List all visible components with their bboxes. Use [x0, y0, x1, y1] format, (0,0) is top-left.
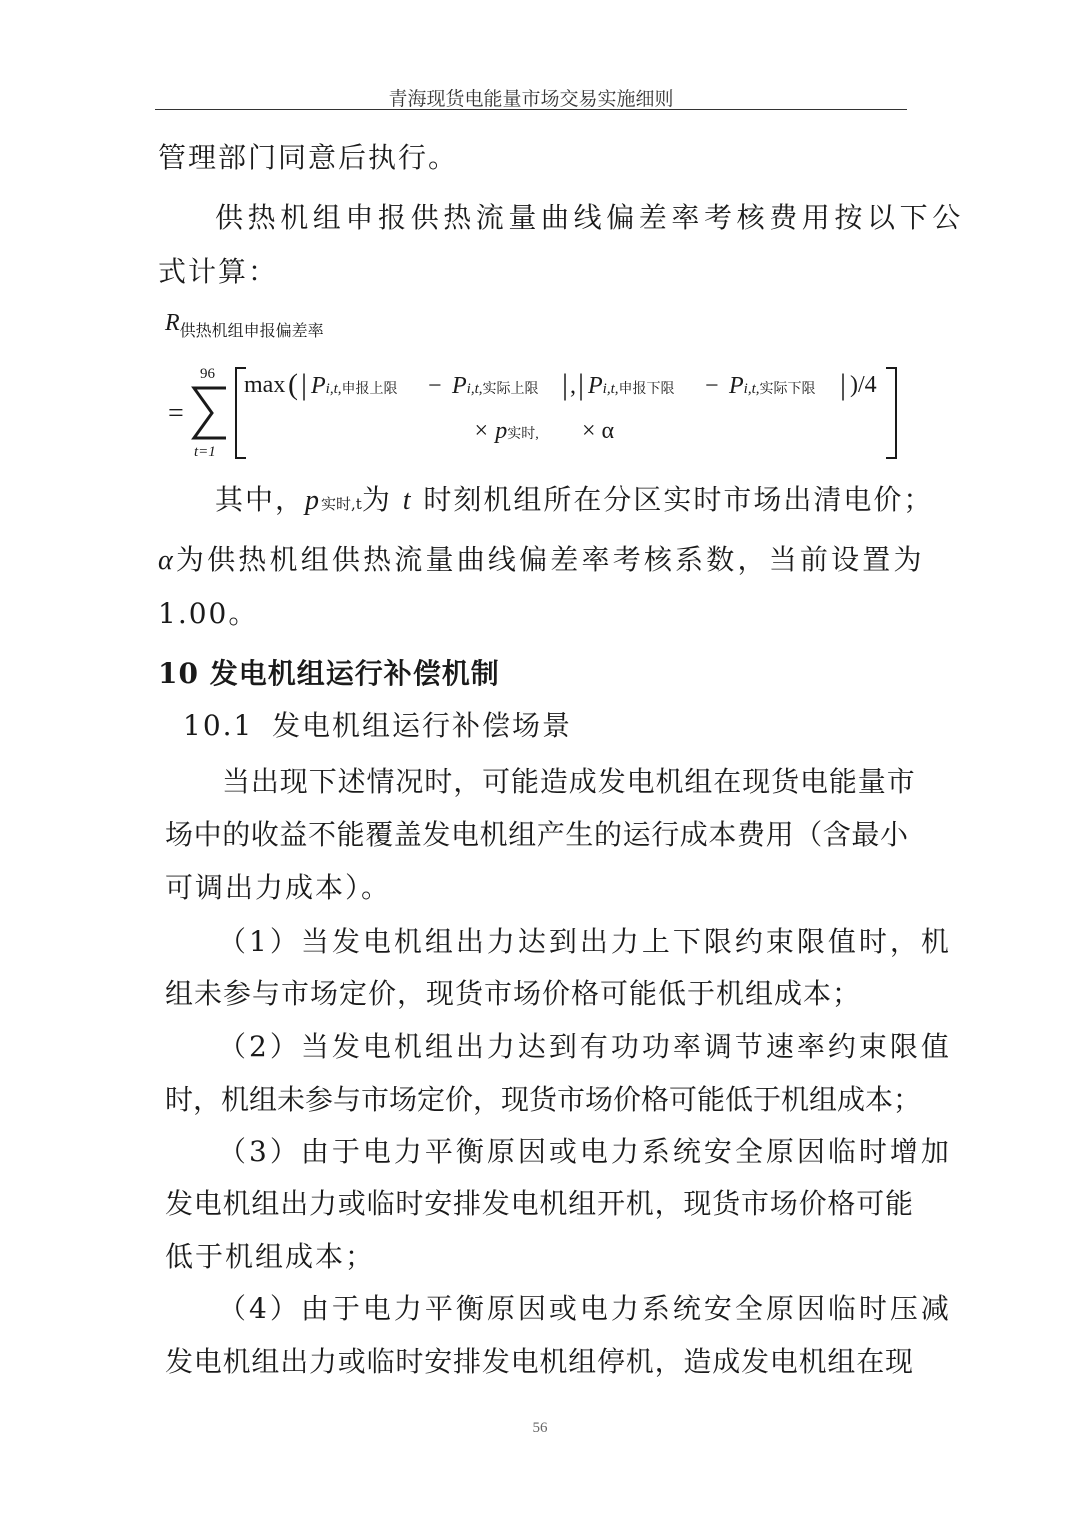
paragraph-line: 可调出力成本）。 [165, 871, 392, 904]
list-item-line: 低于机组成本； [165, 1240, 376, 1273]
list-item-line: （3）由于电力平衡原因或电力系统安全原因临时增加 [218, 1135, 952, 1168]
p-term: Pi,t,实际上限 [452, 373, 539, 399]
paragraph-line: 1.00。 [158, 597, 259, 630]
abs-bar: | [301, 368, 308, 401]
abs-bar: | [578, 368, 585, 401]
formula-equals: = [168, 398, 184, 429]
right-bracket-icon [882, 366, 900, 460]
paragraph-line: 式计算： [158, 255, 279, 288]
list-item-line: 发电机组出力或临时安排发电机组开机，现货市场价格可能 [165, 1187, 914, 1220]
p-term: Pi,t,申报下限 [588, 373, 675, 399]
subsection-number: 10.1 [183, 709, 254, 742]
abs-bar: | [562, 368, 569, 401]
open-paren: ( [288, 368, 298, 401]
formula-r-symbol: R [165, 310, 180, 336]
sum-sigma-icon [190, 384, 230, 442]
formula-r-subscript: 供热机组申报偏差率 [179, 323, 324, 340]
paragraph-line: 管理部门同意后执行。 [158, 141, 459, 174]
p-term: Pi,t,实际下限 [729, 373, 816, 399]
sum-lower-limit: t=1 [194, 444, 216, 460]
times-p-term: × p实时, [473, 418, 539, 444]
page-number: 56 [532, 1420, 548, 1436]
list-item-line: 组未参与市场定价，现货市场价格可能低于机组成本； [165, 977, 862, 1010]
formula-lhs [165, 310, 324, 341]
paragraph-line: 当出现下述情况时，可能造成发电机组在现货电能量市 [222, 765, 916, 798]
formula-block [160, 360, 920, 470]
minus-sign: − [705, 373, 719, 399]
close-paren-div4: )/4 [850, 372, 877, 398]
section-heading: 10 发电机组运行补偿机制 [158, 657, 500, 690]
page-header: 青海现货电能量市场交易实施细则 [388, 88, 674, 110]
list-item-line: （2）当发电机组出力达到有功功率调节速率约束限值 [218, 1030, 952, 1063]
max-function: max [244, 372, 286, 398]
subsection-title: 发电机组运行补偿场景 [272, 709, 573, 742]
paragraph-line: 场中的收益不能覆盖发电机组产生的运行成本费用（含最小 [165, 818, 909, 851]
times-alpha: × α [582, 418, 615, 444]
p-term: Pi,t,申报上限 [311, 373, 398, 399]
header-rule [155, 109, 907, 110]
paragraph-line: α为供热机组供热流量曲线偏差率考核系数，当前设置为 [158, 543, 925, 576]
sum-upper-limit: 96 [200, 366, 215, 382]
paragraph-line: 供热机组申报供热流量曲线偏差率考核费用按以下公 [215, 201, 965, 234]
list-item-line: （1）当发电机组出力达到出力上下限约束限值时，机 [218, 925, 952, 958]
minus-sign: − [428, 373, 442, 399]
list-item-line: 发电机组出力或临时安排发电机组停机，造成发电机组在现 [165, 1345, 914, 1378]
list-item-line: 时，机组未参与市场定价，现货市场价格可能低于机组成本； [165, 1083, 922, 1116]
list-item-line: （4）由于电力平衡原因或电力系统安全原因临时压减 [218, 1292, 952, 1325]
abs-bar: | [840, 368, 847, 401]
comma: , [570, 373, 576, 399]
paragraph-line: 其中，p实时,t为 t 时刻机组所在分区实时市场出清电价； [215, 483, 934, 516]
